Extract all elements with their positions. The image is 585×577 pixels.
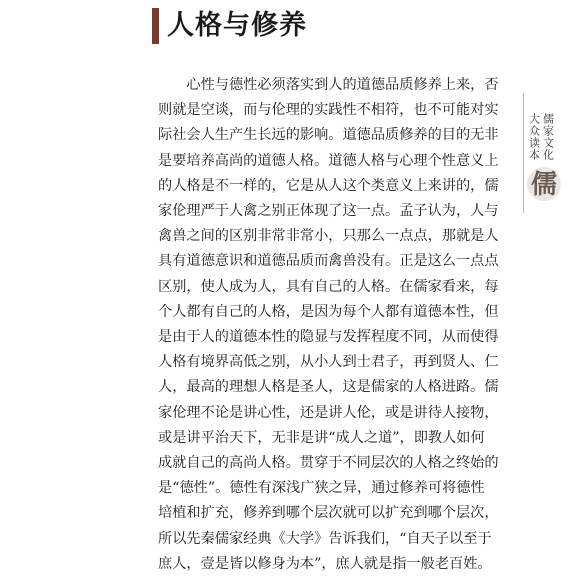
text-line: 心性与德性必须落实到人的道德品质修养上来，否 <box>158 77 499 93</box>
text-line: 庶人，壹是皆以修身为本”，庶人就是指一般老百姓。 <box>158 555 492 572</box>
text-line: 家伦理不论是讲心性，还是讲人伦，或是讲待人接物， <box>158 404 499 421</box>
text-line: 家伦理严于人禽之别正体现了这一点。孟子认为，人与 <box>158 203 499 220</box>
text-line: 是由于人的道德本性的隐显与发挥程度不同，从而使得 <box>158 329 499 346</box>
text-line: 培植和扩充，修养到哪个层次就可以扩充到哪个层次， <box>158 505 499 522</box>
text-line: 的人格是不一样的，它是从人这个类意义上来讲的，儒 <box>158 177 499 194</box>
text-line: 所以先秦儒家经典《大学》告诉我们，“自天子以至于 <box>158 530 492 547</box>
text-line: 个人都有自己的人格，是因为每个人都有道德本性，但 <box>158 303 499 320</box>
calligraphy-seal-icon <box>522 162 566 206</box>
title-accent-bar <box>152 8 159 44</box>
text-line: 禽兽之间的区别非常非常小，只那么一点点，那就是人 <box>158 228 499 245</box>
seal-character: 儒 <box>530 170 558 200</box>
series-label-col2: 大众读本 <box>527 113 541 161</box>
text-line: 际社会人生产生长远的影响。道德品质修养的目的无非 <box>158 127 499 144</box>
text-line: 区别，使人成为人，具有自己的人格。在儒家看来，每 <box>158 278 499 295</box>
series-label-col1: 儒家文化 <box>541 113 555 161</box>
text-line: 具有道德意识和道德品质而禽兽没有。正是这么一点点 <box>158 253 499 270</box>
text-line: 人格有境界高低之别，从小人到士君子，再到贤人、仁 <box>158 354 499 371</box>
page-title: 人格与修养 <box>167 10 307 41</box>
text-line: 是“德性”。德性有深浅广狭之异，通过修养可将德性 <box>158 480 485 497</box>
text-line: 或是讲平治天下，无非是讲“成人之道”，即教人如何 <box>158 429 485 446</box>
text-line: 是要培养高尚的道德人格。道德人格与心理个性意义上 <box>158 152 499 169</box>
text-line: 人，最高的理想人格是圣人，这是儒家的人格进路。儒 <box>158 379 499 396</box>
body-text <box>158 73 498 577</box>
text-line: 成就自己的高尚人格。贯穿于不同层次的人格之终始的 <box>158 455 499 472</box>
text-line: 则就是空谈，而与伦理的实践性不相符，也不可能对实 <box>158 102 499 119</box>
